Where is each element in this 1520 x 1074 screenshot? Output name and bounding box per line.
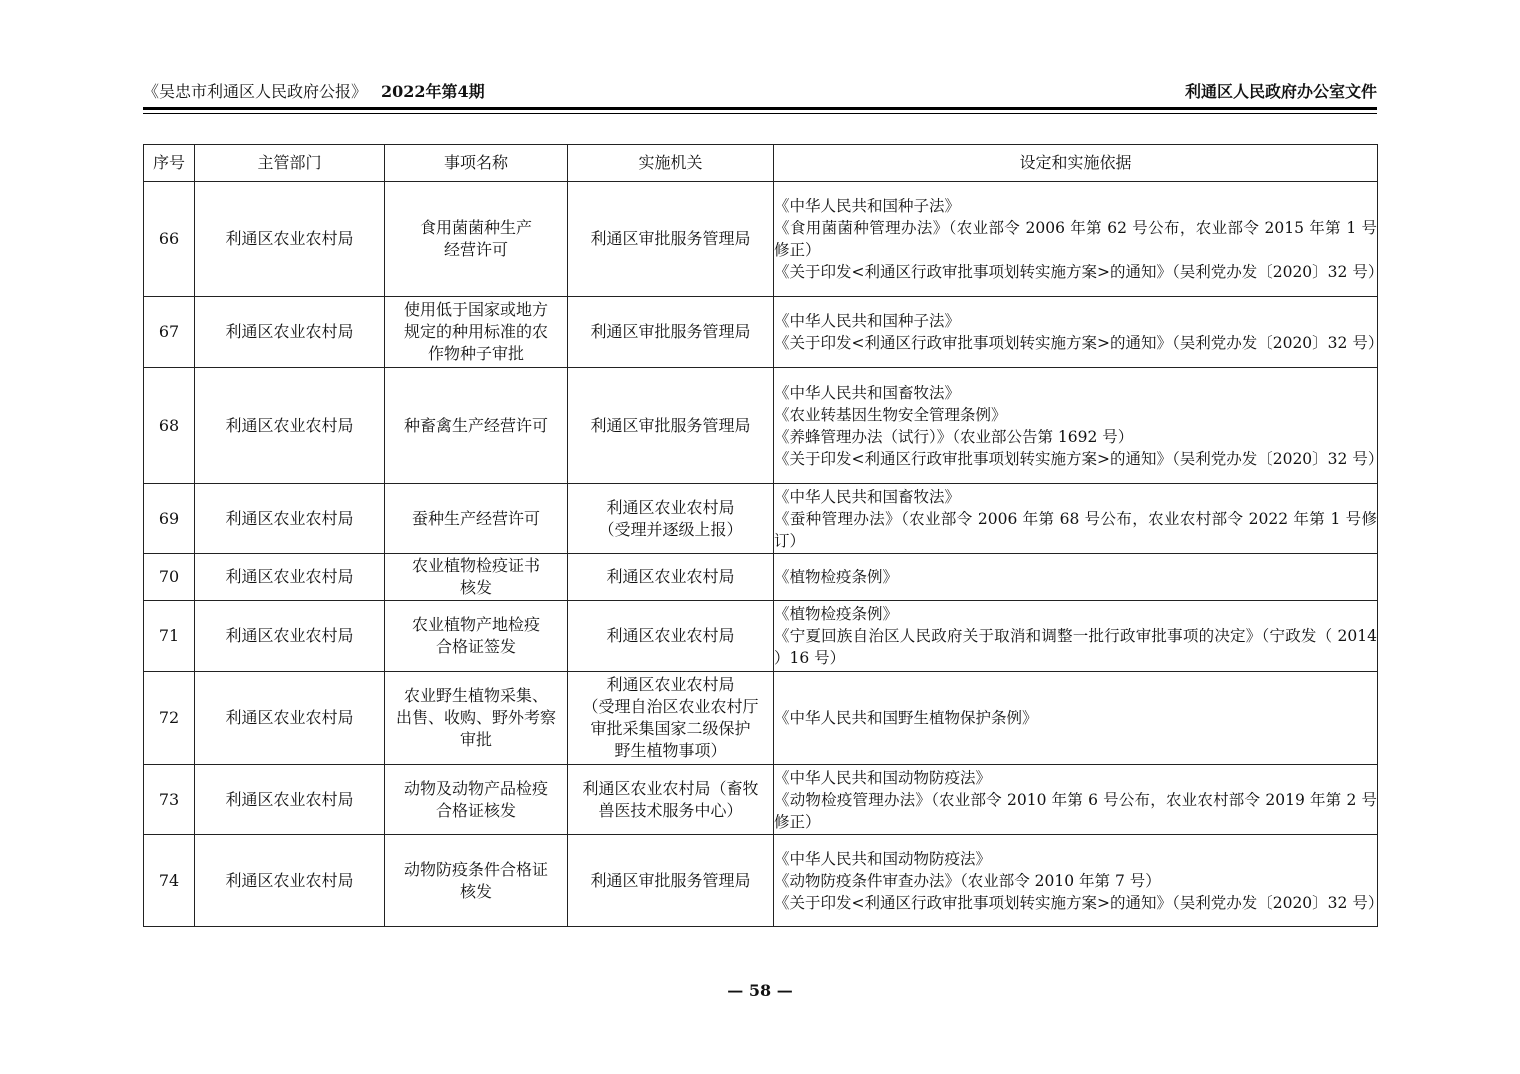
legal-basis-line: 《关于印发<利通区行政审批事项划转实施方案>的通知》（吴利党办发〔2020〕32 号） — [774, 263, 1384, 281]
issue-number: 2022年第4期 — [381, 82, 485, 101]
item-name-line: 作物种子审批 — [427, 344, 524, 363]
legal-basis-cell — [774, 672, 1378, 765]
agency-line: （受理并逐级上报） — [598, 519, 743, 539]
agency-line: 野生植物事项） — [614, 741, 727, 760]
table-row — [144, 765, 1378, 835]
agency-line: 利通区农业农村局 — [606, 626, 735, 645]
header-office: 利通区人民政府办公室文件 — [1184, 82, 1377, 101]
legal-basis-line: 《中华人民共和国动物防疫法》 — [774, 849, 992, 868]
item-name-cell — [385, 484, 568, 554]
legal-basis-cell — [774, 601, 1378, 672]
department-cell: 利通区农业农村局 — [195, 672, 385, 765]
item-name-cell — [385, 765, 568, 835]
item-name-line: 农业野生植物采集、 — [403, 686, 548, 705]
legal-basis-line: 《关于印发<利通区行政审批事项划转实施方案>的通知》（吴利党办发〔2020〕32 号） — [774, 893, 1384, 912]
department-cell: 利通区农业农村局 — [195, 182, 385, 297]
item-name-line: 食用菌菌种生产 — [419, 218, 532, 237]
page-number: — 58 — — [727, 981, 793, 1000]
legal-basis-line: 《中华人民共和国畜牧法》 — [774, 383, 961, 402]
item-name-cell — [385, 672, 568, 765]
table-header-row — [144, 145, 1378, 182]
table-row — [144, 484, 1378, 554]
column-header-agency: 实施机关 — [568, 145, 774, 182]
agency-line: 兽医技术服务中心） — [598, 800, 743, 820]
legal-basis-line: 《食用菌菌种管理办法》（农业部令 2006 年第 62 号公布，农业部令 2015 年第 1 号修正） — [774, 219, 1377, 259]
agency-line: 利通区农业农村局 — [606, 497, 735, 517]
legal-basis-line: 《中华人民共和国动物防疫法》 — [774, 768, 992, 787]
item-name-line: 动物防疫条件合格证 — [403, 859, 548, 879]
legal-basis-line: 《动物防疫条件审查办法》（农业部令 2010 年第 7 号） — [774, 871, 1161, 890]
row-number: 66 — [144, 182, 195, 297]
item-name-cell — [385, 297, 568, 368]
row-number: 71 — [144, 601, 195, 672]
item-name-line: 农业植物检疫证书 — [411, 556, 540, 575]
legal-basis-cell — [774, 835, 1384, 927]
department-cell: 利通区农业农村局 — [195, 484, 385, 554]
legal-basis-line: 《植物检疫条例》 — [774, 605, 899, 623]
item-name-cell — [385, 835, 568, 927]
legal-basis-line: 《中华人民共和国种子法》 — [774, 197, 961, 215]
department-cell: 利通区农业农村局 — [195, 297, 385, 368]
column-header-item-name: 事项名称 — [385, 145, 568, 182]
legal-basis-line: 《养蜂管理办法（试行）》（农业部公告第 1692 号） — [774, 427, 1134, 446]
item-name-line: 合格证签发 — [435, 637, 516, 656]
table-row — [144, 672, 1378, 765]
item-name-cell — [385, 601, 568, 672]
table-row — [144, 182, 1378, 297]
row-number: 73 — [144, 765, 195, 835]
row-number: 74 — [144, 835, 195, 927]
row-number: 67 — [144, 297, 195, 368]
table-row — [144, 835, 1378, 927]
table-row — [144, 601, 1378, 672]
header-publication — [143, 80, 485, 104]
column-header-number: 序号 — [144, 145, 195, 182]
legal-basis-line: 《动物检疫管理办法》（农业部令 2010 年第 6 号公布，农业农村部令 2019 年第 2 号修正） — [774, 790, 1377, 831]
column-header-department: 主管部门 — [195, 145, 385, 182]
page-header — [143, 80, 1377, 104]
agency-line: 利通区审批服务管理局 — [590, 229, 751, 248]
agency-cell — [568, 182, 774, 297]
department-cell: 利通区农业农村局 — [195, 601, 385, 672]
agency-line: 利通区审批服务管理局 — [590, 322, 751, 341]
legal-basis-line: 《蚕种管理办法》（农业部令 2006 年第 68 号公布，农业农村部令 2022 年第 1 号修订） — [774, 509, 1377, 550]
legal-basis-line: 《中华人民共和国种子法》 — [774, 312, 961, 330]
row-number: 72 — [144, 672, 195, 765]
agency-cell — [568, 765, 774, 835]
agency-line: 利通区农业农村局 — [606, 675, 735, 694]
agency-cell — [568, 672, 774, 765]
item-name-line: 动物及动物产品检疫 — [403, 778, 548, 798]
approval-items-table — [143, 144, 1384, 927]
legal-basis-line: 《关于印发<利通区行政审批事项划转实施方案>的通知》（吴利党办发〔2020〕32 号） — [774, 449, 1384, 468]
legal-basis-cell — [774, 765, 1378, 835]
legal-basis-cell — [774, 297, 1384, 368]
legal-basis-line: 《农业转基因生物安全管理条例》 — [774, 405, 1007, 424]
legal-basis-line: 《植物检疫条例》 — [774, 568, 899, 586]
item-name-line: 核发 — [459, 881, 492, 901]
agency-cell — [568, 297, 774, 368]
row-number: 70 — [144, 554, 195, 601]
table-row — [144, 297, 1378, 368]
item-name-cell — [385, 368, 568, 484]
legal-basis-cell — [774, 368, 1384, 484]
item-name-line: 使用低于国家或地方 — [403, 300, 548, 319]
department-cell: 利通区农业农村局 — [195, 835, 385, 927]
legal-basis-cell — [774, 484, 1378, 554]
agency-line: 利通区审批服务管理局 — [590, 870, 751, 890]
item-name-line: 规定的种用标准的农 — [403, 322, 548, 341]
agency-line: 利通区农业农村局（畜牧 — [582, 778, 759, 798]
item-name-line: 出售、收购、野外考察 — [395, 708, 556, 727]
legal-basis-line: 《关于印发<利通区行政审批事项划转实施方案>的通知》（吴利党办发〔2020〕32 号） — [774, 334, 1384, 352]
agency-line: （受理自治区农业农村厅 — [582, 697, 759, 716]
agency-cell — [568, 368, 774, 484]
department-cell: 利通区农业农村局 — [195, 554, 385, 601]
legal-basis-line: 《宁夏回族自治区人民政府关于取消和调整一批行政审批事项的决定》（宁政发（ 2014 ）16 号） — [774, 627, 1377, 667]
item-name-line: 核发 — [459, 578, 492, 597]
agency-cell — [568, 601, 774, 672]
header-rule-thin — [143, 113, 1377, 114]
column-header-basis: 设定和实施依据 — [774, 145, 1378, 182]
agency-line: 利通区农业农村局 — [606, 567, 735, 586]
table-body — [144, 182, 1384, 927]
table-row — [144, 368, 1378, 484]
item-name-line: 经营许可 — [443, 240, 508, 259]
agency-cell — [568, 554, 774, 601]
department-cell: 利通区农业农村局 — [195, 765, 385, 835]
legal-basis-cell — [774, 554, 1378, 601]
row-number: 68 — [144, 368, 195, 484]
department-cell: 利通区农业农村局 — [195, 368, 385, 484]
agency-line: 利通区审批服务管理局 — [590, 415, 751, 435]
agency-line: 审批采集国家二级保护 — [590, 719, 751, 738]
header-rule-thick — [143, 107, 1377, 110]
item-name-line: 农业植物产地检疫 — [411, 615, 540, 634]
item-name-line: 种畜禽生产经营许可 — [403, 415, 548, 435]
item-name-line: 蚕种生产经营许可 — [411, 508, 540, 528]
item-name-cell — [385, 182, 568, 297]
legal-basis-line: 《中华人民共和国野生植物保护条例》 — [774, 709, 1038, 727]
agency-cell — [568, 484, 774, 554]
row-number: 69 — [144, 484, 195, 554]
table-row — [144, 554, 1378, 601]
publication-title: 《吴忠市利通区人民政府公报》 — [143, 82, 368, 101]
item-name-cell — [385, 554, 568, 601]
legal-basis-line: 《中华人民共和国畜牧法》 — [774, 487, 961, 506]
agency-cell — [568, 835, 774, 927]
item-name-line: 合格证核发 — [435, 800, 516, 820]
item-name-line: 审批 — [459, 730, 492, 749]
legal-basis-cell — [774, 182, 1384, 297]
